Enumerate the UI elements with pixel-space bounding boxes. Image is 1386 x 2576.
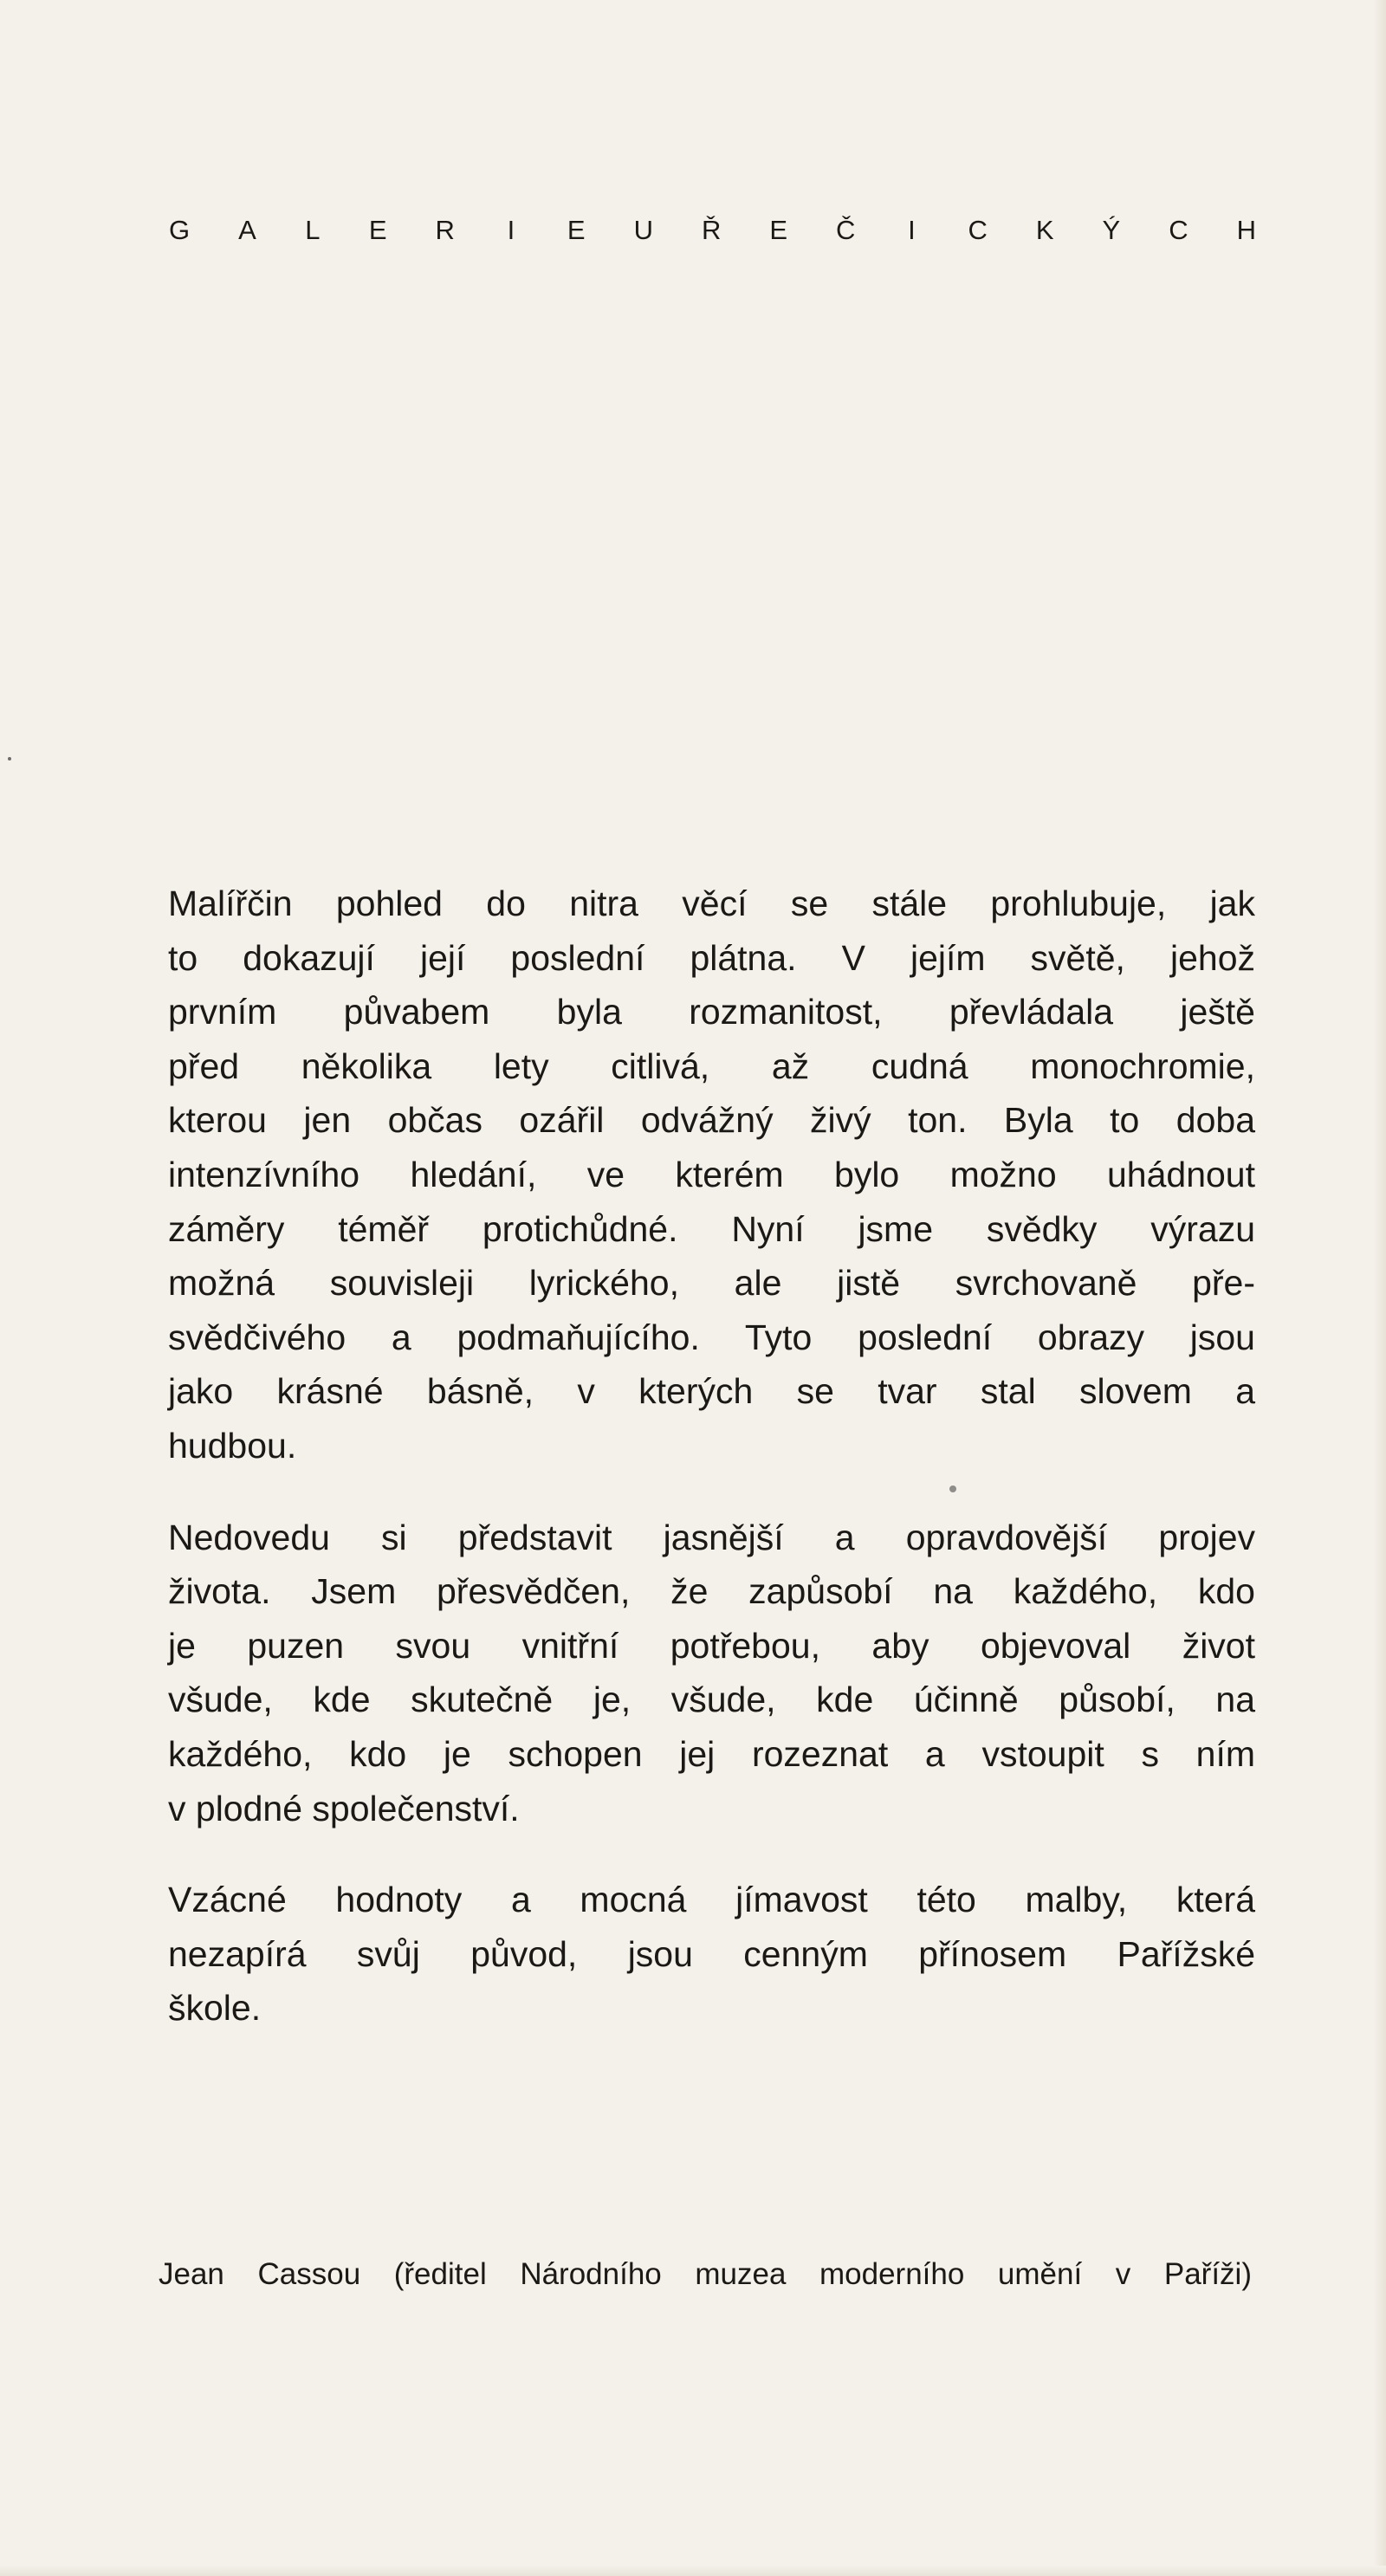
text-line: možná souvisleji lyrického, ale jistě svrchovaně pře- — [168, 1263, 1255, 1304]
text-line: škole. — [168, 1988, 262, 2029]
heading-letter: L — [305, 215, 321, 245]
heading-letter: K — [1035, 215, 1054, 245]
heading-letter: I — [507, 215, 515, 245]
text-line: kterou jen občas ozářil odvážný živý ton. Byla to doba — [168, 1100, 1255, 1141]
heading-letter: U — [633, 215, 653, 245]
text-line: Nedovedu si představit jasnější a opravdovější projev — [168, 1517, 1255, 1557]
heading-letter: H — [1236, 215, 1256, 245]
text-line: intenzívního hledání, ve kterém bylo možno uhádnout — [168, 1154, 1255, 1194]
text-line: Vzácné hodnoty a mocná jímavost této malby, která — [168, 1880, 1255, 1920]
heading-letter: C — [1169, 215, 1188, 245]
paper-bottom-edge — [0, 2566, 1386, 2576]
ink-speck — [949, 1485, 956, 1492]
body-text — [168, 877, 1255, 2036]
heading-letter: G — [169, 215, 191, 245]
heading-letter: Ý — [1102, 215, 1121, 245]
text-line: je puzen svou vnitřní potřebou, aby objevoval život — [168, 1625, 1255, 1666]
paragraph-1 — [168, 877, 1255, 1473]
heading-letter: C — [968, 215, 988, 245]
text-line: v plodné společenství. — [168, 1788, 520, 1828]
text-line: svědčivého a podmaňujícího. Tyto poslední obrazy jsou — [168, 1317, 1255, 1357]
paper-right-edge — [1374, 0, 1386, 2576]
paragraph-2 — [168, 1511, 1255, 1836]
ink-speck — [8, 757, 11, 761]
text-line: každého, kdo je schopen jej rozeznat a vstoupit s ním — [168, 1733, 1255, 1774]
text-line: Malířčin pohled do nitra věcí se stále prohlubuje, jak — [168, 883, 1255, 923]
paragraph-gap — [168, 1835, 1255, 1873]
heading-letter: Č — [836, 215, 856, 245]
heading-letter: E — [567, 215, 586, 245]
text-line: záměry téměř protichůdné. Nyní jsme svědky výrazu — [168, 1208, 1255, 1249]
text-line: prvním půvabem byla rozmanitost, převládala ještě — [168, 992, 1255, 1032]
text-line: nezapírá svůj původ, jsou cenným přínosem Pařížské — [168, 1933, 1255, 1974]
text-line: to dokazují její poslední plátna. V jejím světě, jehož — [168, 937, 1255, 978]
text-line: všude, kde skutečně je, všude, kde účinně působí, na — [168, 1680, 1255, 1720]
heading-letter: E — [769, 215, 788, 245]
heading-letter: I — [908, 215, 916, 245]
heading-letter: E — [368, 215, 387, 245]
paragraph-gap — [168, 1473, 1255, 1511]
text-line: před několika lety citlivá, až cudná monochromie, — [168, 1045, 1255, 1086]
text-line: života. Jsem přesvědčen, že zapůsobí na každého, kdo — [168, 1571, 1255, 1612]
heading-letter: Ř — [701, 215, 722, 245]
text-line: jako krásné básně, v kterých se tvar stal slovem a — [168, 1371, 1255, 1412]
heading-letter: R — [435, 215, 455, 245]
signature: Jean Cassou (ředitel Národního muzea moderního umění v Paříži) — [159, 2257, 1252, 2291]
paragraph-3 — [168, 1873, 1255, 2036]
heading-letter: A — [238, 215, 256, 245]
text-line: hudbou. — [168, 1425, 297, 1466]
gallery-heading — [169, 217, 1256, 243]
